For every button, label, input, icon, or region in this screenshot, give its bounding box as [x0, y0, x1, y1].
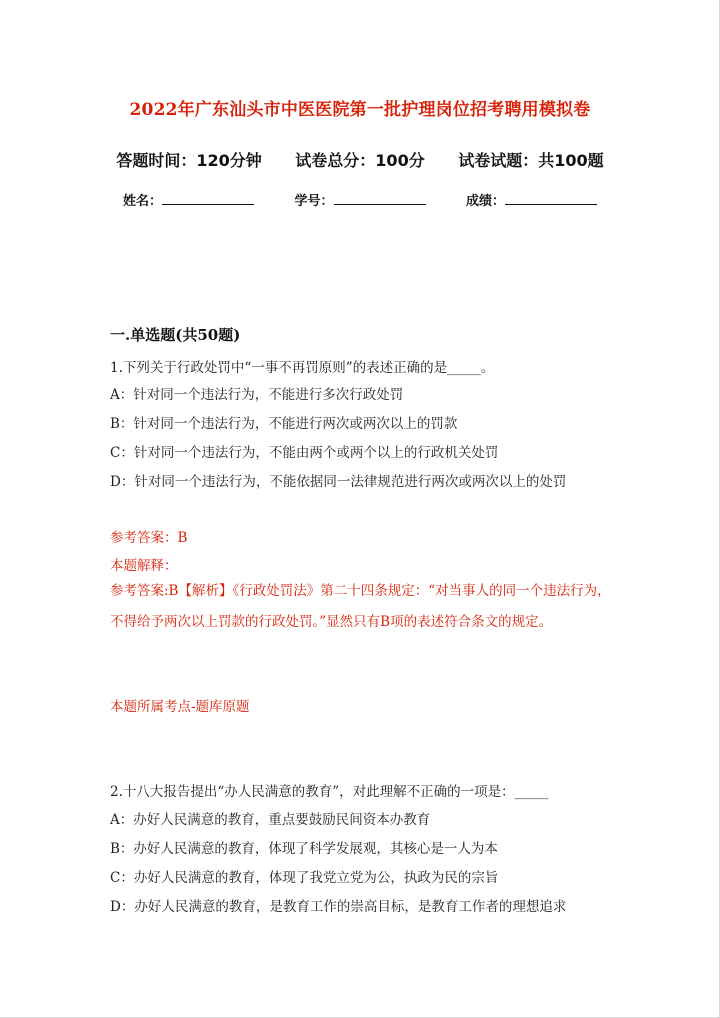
score-blank [505, 192, 597, 205]
exam-total: 试卷总分：100分 [295, 151, 425, 170]
question-1-option-b: B：针对同一个违法行为，不能进行两次或两次以上的罚款 [110, 416, 458, 432]
question-2-option-b: B：办好人民满意的教育，体现了科学发展观，其核心是一人为本 [110, 841, 498, 857]
question-1-option-c: C：针对同一个违法行为，不能由两个或两个以上的行政机关处罚 [110, 445, 499, 461]
question-2-option-a: A：办好人民满意的教育，重点要鼓励民间资本办教育 [110, 812, 431, 828]
exam-count: 试卷试题：共100题 [458, 151, 604, 170]
score-field [466, 190, 597, 209]
question-1-stem: 1.下列关于行政处罚中“一事不再罚原则”的表述正确的是_____。 [110, 360, 495, 376]
name-blank [162, 192, 254, 205]
section-title: 一.单选题(共50题) [110, 326, 241, 344]
name-label: 姓名： [122, 194, 162, 209]
question-1-answer: 参考答案：B [110, 530, 188, 546]
question-1-point: 本题所属考点-题库原题 [110, 699, 250, 715]
question-2-option-d: D：办好人民满意的教育，是教育工作的崇高目标，是教育工作者的理想追求 [110, 899, 567, 915]
score-label: 成绩： [466, 194, 506, 209]
question-1-explain-label: 本题解释： [110, 558, 178, 574]
exam-time: 答题时间：120分钟 [116, 151, 262, 170]
question-2-option-c: C：办好人民满意的教育，体现了我党立党为公，执政为民的宗旨 [110, 870, 499, 886]
question-1-option-d: D：针对同一个违法行为，不能依据同一法律规范进行两次或两次以上的处罚 [110, 474, 567, 490]
name-field [123, 190, 254, 209]
question-2-stem: 2.十八大报告提出“办人民满意的教育”，对此理解不正确的一项是：_____ [110, 784, 549, 800]
id-label: 学号： [294, 194, 334, 209]
question-1-explanation: 参考答案:B【解析】《行政处罚法》第二十四条规定：“对当事人的同一个违法行为，不得给予两次以上罚款的行政处罚。”显然只有B项的表述符合条文的规定。 [110, 583, 611, 630]
exam-title: 2022年广东汕头市中医医院第一批护理岗位招考聘用模拟卷 [129, 100, 591, 120]
exam-meta [0, 148, 720, 171]
student-info-row [0, 190, 720, 209]
id-field [294, 190, 425, 209]
id-blank [334, 192, 426, 205]
question-1-option-a: A：针对同一个违法行为，不能进行多次行政处罚 [110, 387, 404, 403]
